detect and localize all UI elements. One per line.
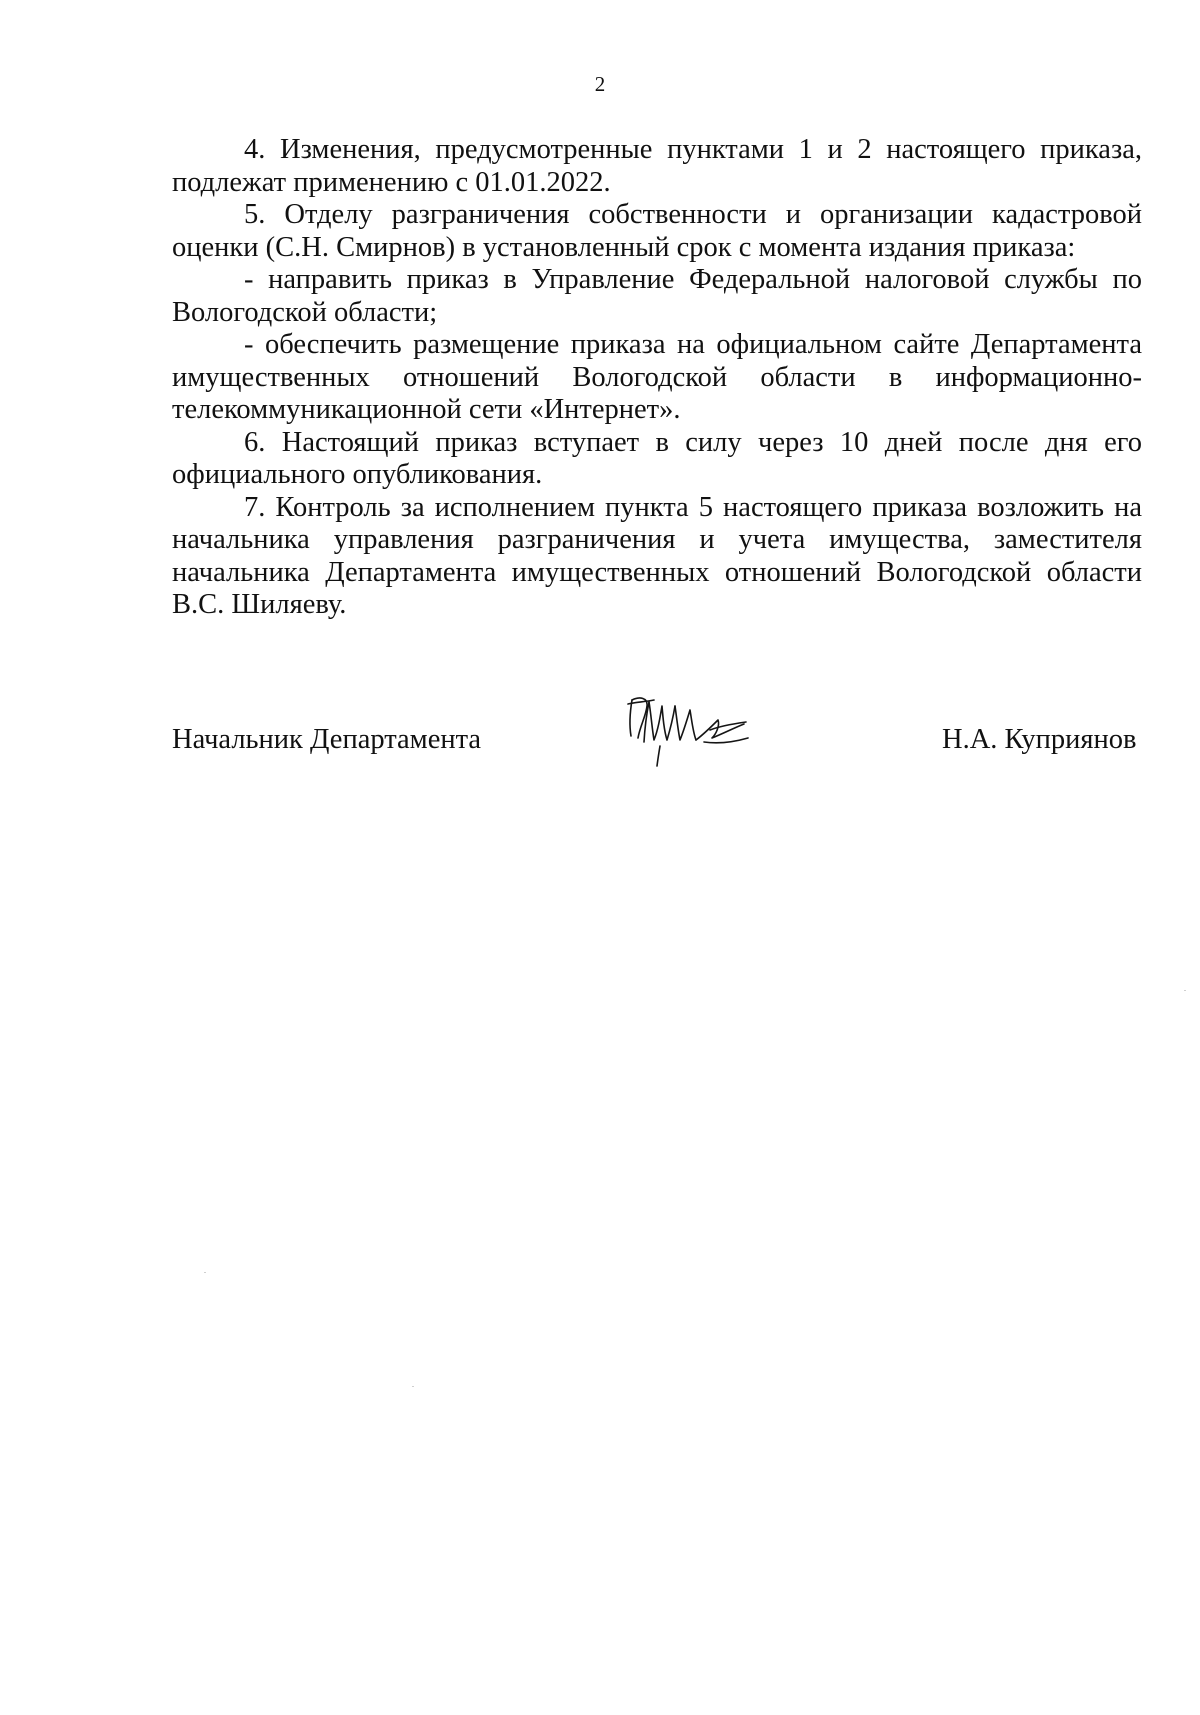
paragraph-5-item-publish-order: - обеспечить размещение приказа на официальном сайте Департамента имущественных отношений Вологодской области в информационно-телекоммуникационной сети «Интернет». (172, 329, 1142, 425)
scan-speck (1184, 990, 1186, 991)
paragraph-4: 4. Изменения, предусмотренные пунктами 1 и 2 настоящего приказа, подлежат применению с 01.01.2022. (172, 134, 1142, 198)
page-number: 2 (594, 72, 606, 96)
scan-speck (204, 1272, 206, 1273)
paragraph-6: 6. Настоящий приказ вступает в силу через 10 дней после дня его официального опубликования. (172, 426, 1142, 490)
paragraph-5-item-send-order: - направить приказ в Управление Федеральной налоговой службы по Вологодской области; (172, 264, 1142, 328)
handwritten-signature (620, 690, 770, 770)
signer-name: Н.А. Куприянов (942, 724, 1137, 755)
paragraph-5: 5. Отделу разграничения собственности и организации кадастровой оценки (С.Н. Смирнов) в установленный срок с момента издания приказа: (172, 199, 1142, 263)
signature-block (0, 690, 1200, 800)
scan-speck (412, 1386, 414, 1387)
document-body (172, 134, 1142, 622)
paragraph-7: 7. Контроль за исполнением пункта 5 настоящего приказа возложить на начальника управления разграничения и учета имущества, заместителя начальника Департамента имущественных отношений Вологодской области В.С. Шиляеву. (172, 491, 1142, 620)
signer-position: Начальник Департамента (172, 724, 482, 755)
